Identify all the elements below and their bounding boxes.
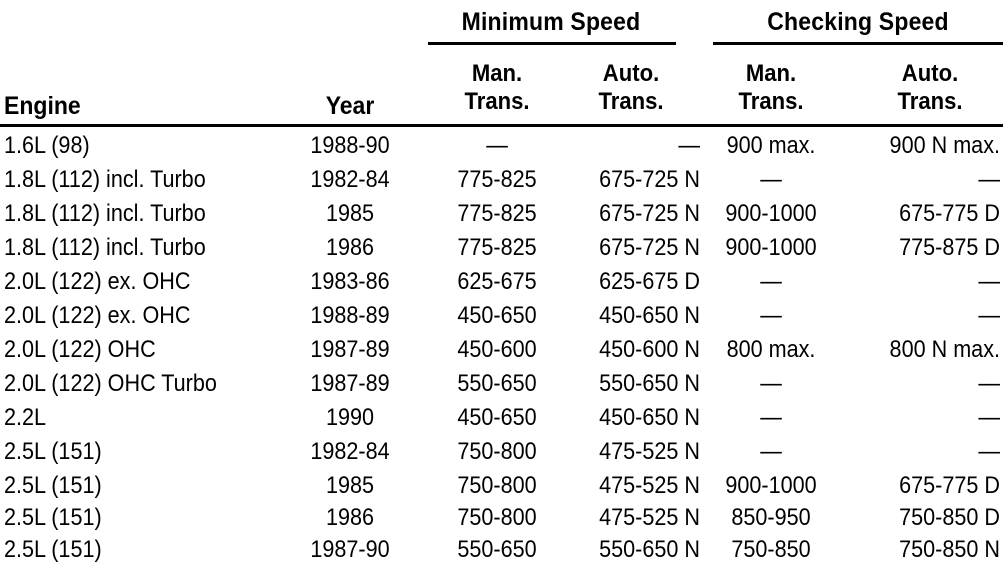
table-row [0, 438, 1008, 472]
min-man-line1: Man. [471, 60, 523, 87]
chk-man-cell: 900-1000 [725, 200, 817, 227]
min-auto-cell: 450-650 N [599, 302, 700, 329]
chk-man-cell: — [760, 302, 782, 329]
chk-man-cell: — [760, 438, 782, 465]
engine-column-header: Engine [4, 92, 81, 120]
engine-cell: 2.0L (122) ex. OHC [4, 302, 191, 329]
min-auto-cell: 450-600 N [599, 336, 700, 363]
min-auto-trans-header [571, 60, 691, 116]
chk-auto-cell: — [978, 268, 1000, 295]
year-cell: 1983-86 [310, 268, 390, 295]
min-man-cell: 550-650 [457, 536, 537, 563]
min-auto-cell: 675-725 N [599, 234, 700, 261]
engine-cell: 2.0L (122) OHC [4, 336, 156, 363]
min-auto-cell: 475-525 N [599, 438, 700, 465]
minimum-speed-rule [428, 42, 676, 45]
min-auto-cell: — [678, 132, 700, 159]
chk-man-cell: — [760, 166, 782, 193]
minimum-speed-header: Minimum Speed [461, 8, 641, 36]
engine-cell: 2.5L (151) [4, 536, 102, 563]
chk-man-cell: — [760, 370, 782, 397]
year-cell: 1985 [325, 200, 375, 227]
table-row [0, 200, 1008, 234]
year-cell: 1982-84 [310, 438, 390, 465]
table-row [0, 166, 1008, 200]
chk-man-cell: 850-950 [731, 504, 811, 531]
engine-cell: 2.0L (122) OHC Turbo [4, 370, 217, 397]
chk-man-cell: 900 max. [726, 132, 816, 159]
chk-auto-cell: 800 N max. [889, 336, 1000, 363]
chk-auto-cell: — [978, 438, 1000, 465]
checking-speed-rule [713, 42, 1003, 45]
chk-man-cell: 900-1000 [725, 234, 817, 261]
year-cell: 1988-90 [310, 132, 390, 159]
min-auto-line2: Trans. [598, 88, 664, 115]
chk-man-cell: — [760, 404, 782, 431]
header-divider [0, 124, 1003, 127]
year-cell: 1987-89 [310, 370, 390, 397]
chk-man-line2: Trans. [738, 88, 804, 115]
min-man-line2: Trans. [464, 88, 530, 115]
min-auto-cell: 675-725 N [599, 166, 700, 193]
min-auto-cell: 475-525 N [599, 504, 700, 531]
min-auto-line1: Auto. [602, 60, 660, 87]
chk-auto-cell: — [978, 370, 1000, 397]
year-cell: 1987-90 [310, 536, 390, 563]
chk-auto-cell: 775-875 D [899, 234, 1000, 261]
engine-cell: 1.8L (112) incl. Turbo [4, 234, 206, 261]
year-column-header: Year [325, 92, 375, 120]
table-row [0, 370, 1008, 404]
year-cell: 1986 [325, 234, 375, 261]
min-man-cell: 450-650 [457, 302, 537, 329]
min-man-trans-header [437, 60, 557, 116]
engine-cell: 2.5L (151) [4, 504, 102, 531]
engine-cell: 2.2L [4, 404, 47, 431]
year-cell: 1986 [325, 504, 375, 531]
table-row [0, 132, 1008, 166]
table-row [0, 268, 1008, 302]
min-auto-cell: 550-650 N [599, 370, 700, 397]
chk-auto-cell: 750-850 N [899, 536, 1000, 563]
min-auto-cell: 450-650 N [599, 404, 700, 431]
chk-man-cell: 750-850 [731, 536, 811, 563]
year-cell: 1982-84 [310, 166, 390, 193]
min-man-cell: 750-800 [457, 472, 537, 499]
chk-auto-cell: 750-850 D [899, 504, 1000, 531]
year-cell: 1985 [325, 472, 375, 499]
chk-man-trans-header [711, 60, 831, 116]
chk-man-cell: — [760, 268, 782, 295]
min-man-cell: 750-800 [457, 504, 537, 531]
table-row [0, 404, 1008, 438]
chk-auto-trans-header [866, 60, 995, 116]
chk-auto-line1: Auto. [901, 60, 959, 87]
min-man-cell: 450-650 [457, 404, 537, 431]
chk-man-line1: Man. [745, 60, 797, 87]
engine-cell: 1.8L (112) incl. Turbo [4, 166, 206, 193]
table-row [0, 302, 1008, 336]
table-row [0, 504, 1008, 538]
year-cell: 1990 [325, 404, 375, 431]
min-man-cell: 625-675 [457, 268, 537, 295]
year-cell: 1988-89 [310, 302, 390, 329]
chk-man-cell: 800 max. [726, 336, 816, 363]
chk-auto-cell: 675-775 D [899, 200, 1000, 227]
min-auto-cell: 675-725 N [599, 200, 700, 227]
min-man-cell: 775-825 [457, 166, 537, 193]
min-auto-cell: 475-525 N [599, 472, 700, 499]
min-man-cell: 450-600 [457, 336, 537, 363]
table-row [0, 234, 1008, 268]
chk-auto-cell: — [978, 404, 1000, 431]
engine-cell: 2.5L (151) [4, 472, 102, 499]
checking-speed-header: Checking Speed [767, 8, 949, 36]
year-cell: 1987-89 [310, 336, 390, 363]
engine-cell: 2.5L (151) [4, 438, 102, 465]
chk-auto-cell: — [978, 166, 1000, 193]
engine-cell: 2.0L (122) ex. OHC [4, 268, 191, 295]
engine-cell: 1.6L (98) [4, 132, 90, 159]
chk-auto-line2: Trans. [897, 88, 963, 115]
table-row [0, 472, 1008, 506]
chk-auto-cell: 675-775 D [899, 472, 1000, 499]
min-man-cell: 750-800 [457, 438, 537, 465]
min-man-cell: 775-825 [457, 234, 537, 261]
chk-man-cell: 900-1000 [725, 472, 817, 499]
min-auto-cell: 625-675 D [599, 268, 700, 295]
min-auto-cell: 550-650 N [599, 536, 700, 563]
min-man-cell: 550-650 [457, 370, 537, 397]
engine-cell: 1.8L (112) incl. Turbo [4, 200, 206, 227]
table-row [0, 536, 1008, 570]
min-man-cell: 775-825 [457, 200, 537, 227]
chk-auto-cell: 900 N max. [889, 132, 1000, 159]
chk-auto-cell: — [978, 302, 1000, 329]
min-man-cell: — [486, 132, 508, 159]
table-row [0, 336, 1008, 370]
